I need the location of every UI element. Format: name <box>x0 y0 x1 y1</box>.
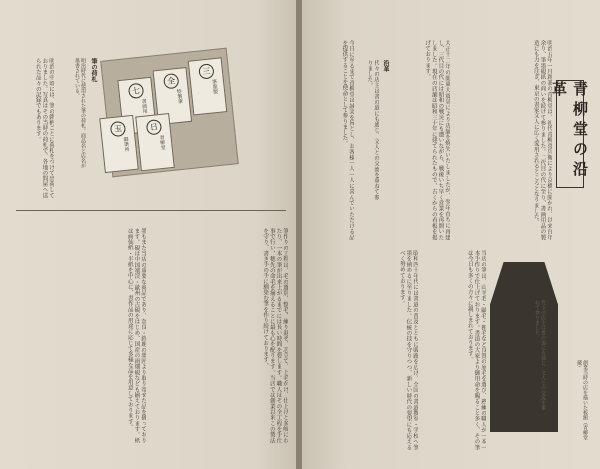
tag-mark: 全 <box>163 73 179 89</box>
right-text-block-2: 大正十二年の関東大震災により店舗を焼失いたしましたが、翌年直ちに再建し、三代目の代には昭和の戦災にも遭いながら、戦後いち早く営業を再開いたしました。現在の店舗は昭和三十年に建てられたもので、古くからの看板を掲げております。 <box>424 40 450 240</box>
tag-mark: 日 <box>146 119 162 135</box>
plaque-engraving: 代々の店主は書の道にも通じ、文人との交流を重ねて参りました。 <box>534 300 546 410</box>
tag-card <box>188 57 228 115</box>
tag-mark: 七 <box>128 83 144 99</box>
plaque-caption: 創業当時の店を描いた板額（青柳堂蔵） <box>576 360 588 440</box>
tag-card <box>99 115 139 173</box>
tag-text: 青柳堂 <box>158 134 166 151</box>
left-text-block-3: 墨もまた当店の重要な商品であり、奈良・鈴鹿の墨匠より取り寄せた品を扱っております。硯は中国端渓・歙州の古硯をはじめ、国産の雨畑硯なども揃えております。紙は画仙紙・半紙を中心に、書作品の用途に応じて多様な品を用意しております。 <box>126 228 146 443</box>
photo-caption: 明治時代に使用された筆の荷札。商品名と店名が墨書されている。 <box>74 58 86 168</box>
tag-text: 筆墨製 <box>210 78 219 95</box>
tag-text: 書画用 <box>140 98 148 114</box>
section-divider <box>16 210 286 211</box>
right-text-block-1: 明治五年一月創業の青柳堂は、初代青柳喜兵衛により京橋に開かれ、以来百年余り、筆墨硯紙の商いを続けて参りました。二代目の代に至り、書画用品の製造にも力を注ぎ、東京の書家文人に広く愛用されるところとなりました。 <box>532 40 552 240</box>
right-text-block-5: 当店の筆は、山羊毛・鼬毛・狸毛など良質の原毛を選び、熟練の職人が一本一本手作りで仕上げております。書道の大家より御用命を賜ること多く、その筆は今日も多くの方々に親しまれております。 <box>466 250 486 450</box>
photo-caption-heading: 筆の荷札 <box>90 58 97 82</box>
tag-mark: 三 <box>198 63 214 79</box>
tag-text: 特製筆 <box>175 88 184 105</box>
left-text-block-1: 明治の中頃には、筆の銘柄ごとに荷札をつけて出荷しておりました。写真はその当時の荷札で、各地の問屋へ送られた品々の記録でもあります。 <box>34 58 54 198</box>
tag-card <box>135 113 175 171</box>
right-subheading: 沿革 <box>382 60 389 72</box>
right-text-block-6: 昭和四十年代には書道の普及とともに販路を広げ、全国の書道教室・学校へ筆墨を納めるに至りました。伝統の技を守りつつ、新しい時代の要望にも応えるべく努めております。 <box>398 250 418 450</box>
right-text-block-3: 代々の店主は書の道にも通じ、文人との交流を重ねて参りました。 <box>366 60 379 200</box>
left-text-block-2: 筆作りの工程は、毛の選別、整毛、練り混ぜ、芯立て、上毛かけ、仕上げと多岐にわたり、一本の筆が出来上がるまでには長い時間を要します。職人はその全工程を手仕事で行い、穂先の命毛を揃えることに最も心を配ります。当店では創業以来この製法を守り、書き手の手に馴染む筆を作り続けております。 <box>262 228 288 443</box>
right-text-block-4: 今日に至るまで青柳堂は誠実を旨とし、お客様一人一人に喜んでいただける品を提供することを使命として参りました。 <box>341 40 354 240</box>
page-title: 青柳堂の沿革 <box>556 80 584 188</box>
tags-photo <box>100 48 239 178</box>
tag-mark: 玉 <box>110 121 126 137</box>
tag-text: 御筆所 <box>122 136 130 152</box>
